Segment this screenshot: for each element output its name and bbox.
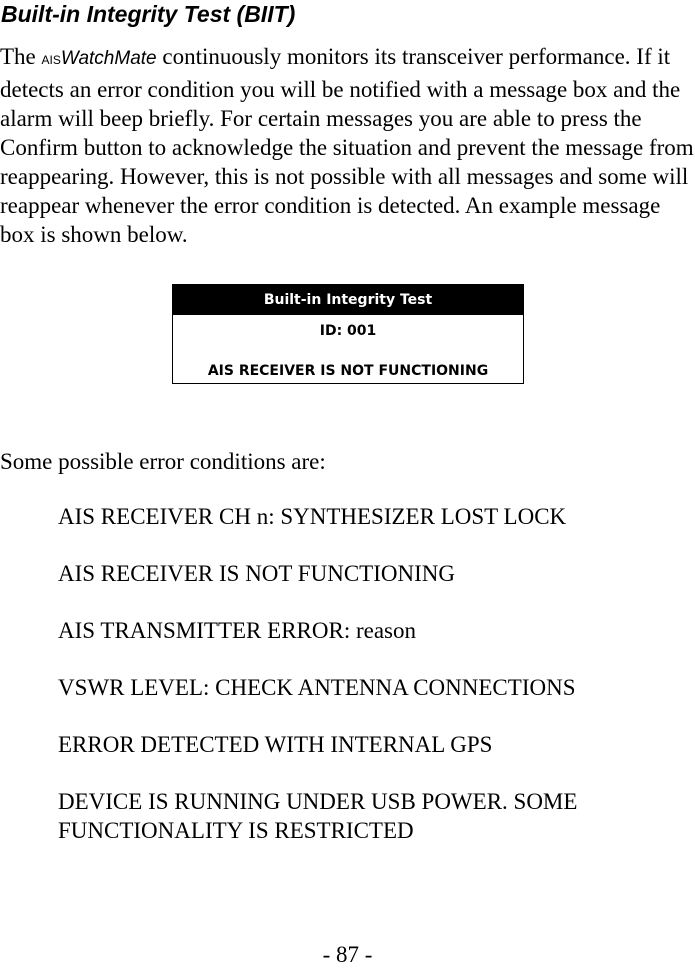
message-box-title: Built-in Integrity Test — [173, 285, 523, 315]
error-condition-item: ERROR DETECTED WITH INTERNAL GPS — [58, 732, 493, 757]
error-condition-item: DEVICE IS RUNNING UNDER USB POWER. SOME FUNCTIONALITY IS RESTRICTED — [58, 789, 578, 843]
page-number: - 87 - — [322, 942, 373, 967]
product-name: WatchMate — [60, 48, 157, 69]
section-heading: Built-in Integrity Test (BIIT) — [1, 1, 296, 27]
message-box-text: AIS RECEIVER IS NOT FUNCTIONING — [207, 363, 489, 379]
intro-paragraph — [0, 42, 695, 249]
brand-prefix: AIS — [41, 53, 61, 67]
error-condition-item: VSWR LEVEL: CHECK ANTENNA CONNECTIONS — [58, 675, 576, 700]
example-message-box — [172, 284, 524, 384]
error-condition-item: AIS RECEIVER IS NOT FUNCTIONING — [58, 561, 455, 586]
error-condition-item: AIS RECEIVER CH n: SYNTHESIZER LOST LOCK — [58, 504, 567, 529]
error-condition-item: AIS TRANSMITTER ERROR: reason — [58, 618, 416, 643]
message-box-id: ID: 001 — [319, 323, 377, 339]
intro-article: The — [0, 44, 42, 69]
intro-body: continuously monitors its transceiver performance. If it detects an error condition you will be notified with a message box and the alarm will beep briefly. For certain messages you are able to press the Confirm button to acknowledge the situation and prevent the message from reappearing. However, this is not possible with all messages and some will reappear whenever the error condition is detected. An example message box is shown below. — [0, 44, 694, 247]
error-conditions-list — [58, 502, 688, 873]
conditions-lead: Some possible error conditions are: — [0, 449, 326, 474]
